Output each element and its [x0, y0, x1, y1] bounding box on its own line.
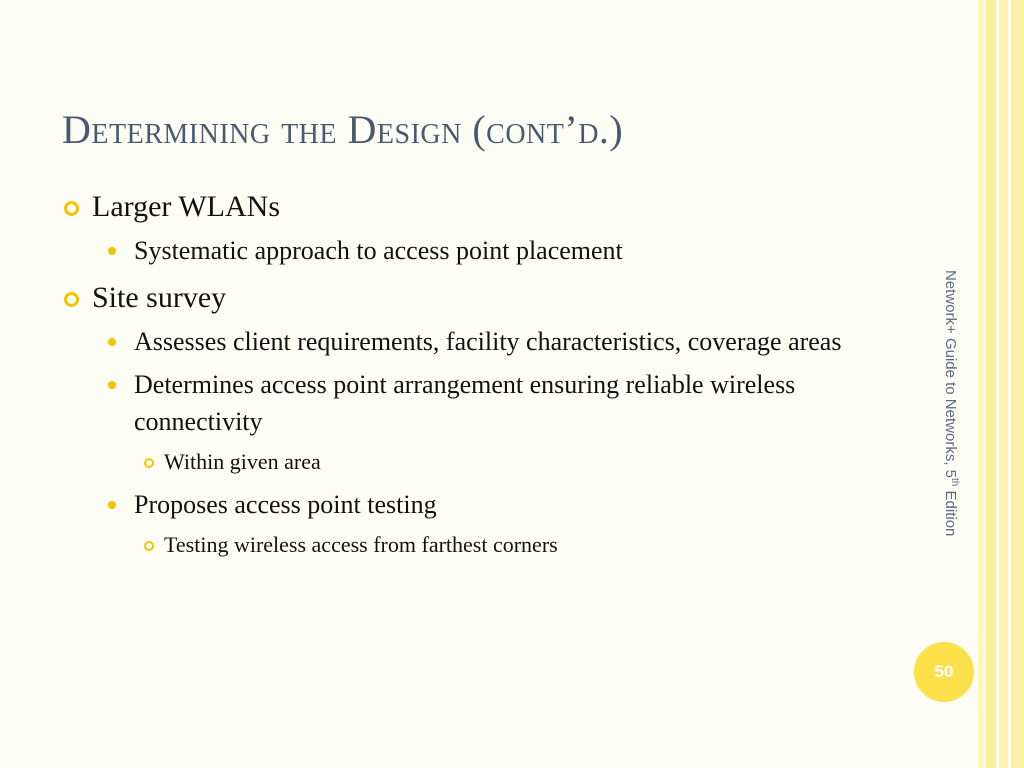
footer-superscript: th — [949, 478, 960, 487]
bullet-text: Systematic approach to access point placement — [134, 236, 623, 265]
footer-prefix: Network+ Guide to Networks, 5 — [942, 270, 959, 479]
page-number-badge: 50 — [914, 642, 974, 702]
footer-book-title — [942, 270, 960, 536]
bullet-text: Proposes access point testing — [134, 490, 437, 519]
bullet-text: Larger WLANs — [92, 190, 280, 223]
footer-suffix: Edition — [942, 486, 959, 537]
bullet-level1 — [64, 184, 884, 230]
bullet-level2 — [64, 323, 884, 360]
bullet-text: Within given area — [164, 449, 321, 474]
decorative-stripes — [978, 0, 1024, 768]
bullet-level3 — [64, 529, 884, 561]
bullet-level3 — [64, 446, 884, 478]
bullet-level2 — [64, 232, 884, 269]
small-hollow-circle-icon — [144, 541, 154, 551]
filled-circle-icon — [108, 381, 116, 389]
filled-circle-icon — [108, 338, 116, 346]
hollow-circle-icon — [64, 201, 79, 216]
filled-circle-icon — [108, 501, 116, 509]
filled-circle-icon — [108, 247, 116, 255]
bullet-text: Site survey — [92, 281, 227, 314]
bullet-text: Testing wireless access from farthest corners — [164, 532, 558, 557]
hollow-circle-icon — [64, 292, 79, 307]
bullet-text: Determines access point arrangement ensuring reliable wireless connectivity — [134, 370, 796, 436]
small-hollow-circle-icon — [144, 458, 154, 468]
bullet-level1 — [64, 275, 884, 321]
slide-title: Determining the Design (cont’d.) — [62, 107, 624, 152]
slide-body — [64, 184, 884, 569]
bullet-level2 — [64, 366, 884, 440]
bullet-text: Assesses client requirements, facility characteristics, coverage areas — [134, 327, 842, 356]
bullet-level2 — [64, 486, 884, 523]
